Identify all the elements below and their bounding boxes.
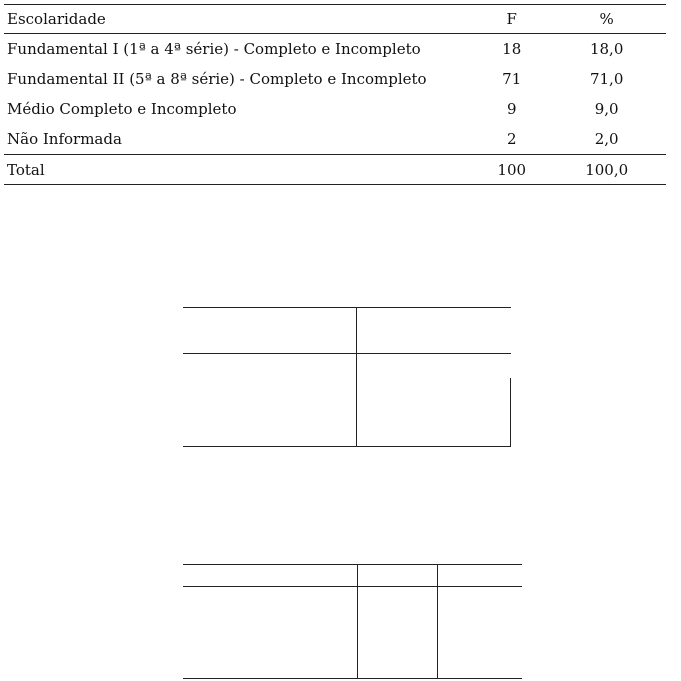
table-rule-top: [183, 307, 511, 308]
table-row: [4, 94, 666, 124]
total-frequency: 100: [476, 155, 547, 185]
table-row: [4, 34, 666, 65]
row-percent: 71,0: [589, 70, 624, 88]
row-percent: 2,0: [594, 130, 619, 148]
table-column-divider: [437, 564, 438, 679]
row-percent: 18,0: [589, 40, 624, 58]
header-frequency: F: [476, 5, 547, 34]
total-percent: 100,0: [547, 155, 666, 185]
table-rule-bottom: [183, 678, 522, 679]
table-total-row: [4, 155, 666, 185]
row-percent: 9,0: [594, 100, 619, 118]
row-frequency: 9: [506, 100, 517, 118]
row-frequency: 2: [506, 130, 517, 148]
row-frequency: 71: [502, 70, 522, 88]
row-label: Não Informada: [7, 130, 122, 148]
header-escolaridade: Escolaridade: [4, 5, 476, 34]
table-rule-top: [183, 564, 522, 565]
table-rule-header: [183, 353, 511, 354]
total-label: Total: [4, 155, 476, 185]
row-label: Médio Completo e Incompleto: [7, 100, 237, 118]
table-row: [4, 124, 666, 155]
table-rule-header: [183, 586, 522, 587]
table-header-row: [4, 5, 666, 34]
table-rule-bottom: [183, 446, 511, 447]
row-label: Fundamental II (5ª a 8ª série) - Completo e Incompleto: [7, 70, 427, 88]
table-column-divider: [357, 564, 358, 679]
table-column-divider: [356, 307, 357, 447]
row-frequency: 18: [502, 40, 522, 58]
table-right-edge: [510, 378, 511, 447]
row-label: Fundamental I (1ª a 4ª série) - Completo e Incompleto: [7, 40, 421, 58]
table-row: [4, 64, 666, 94]
schooling-table: [4, 4, 666, 185]
header-percent: %: [547, 5, 666, 34]
